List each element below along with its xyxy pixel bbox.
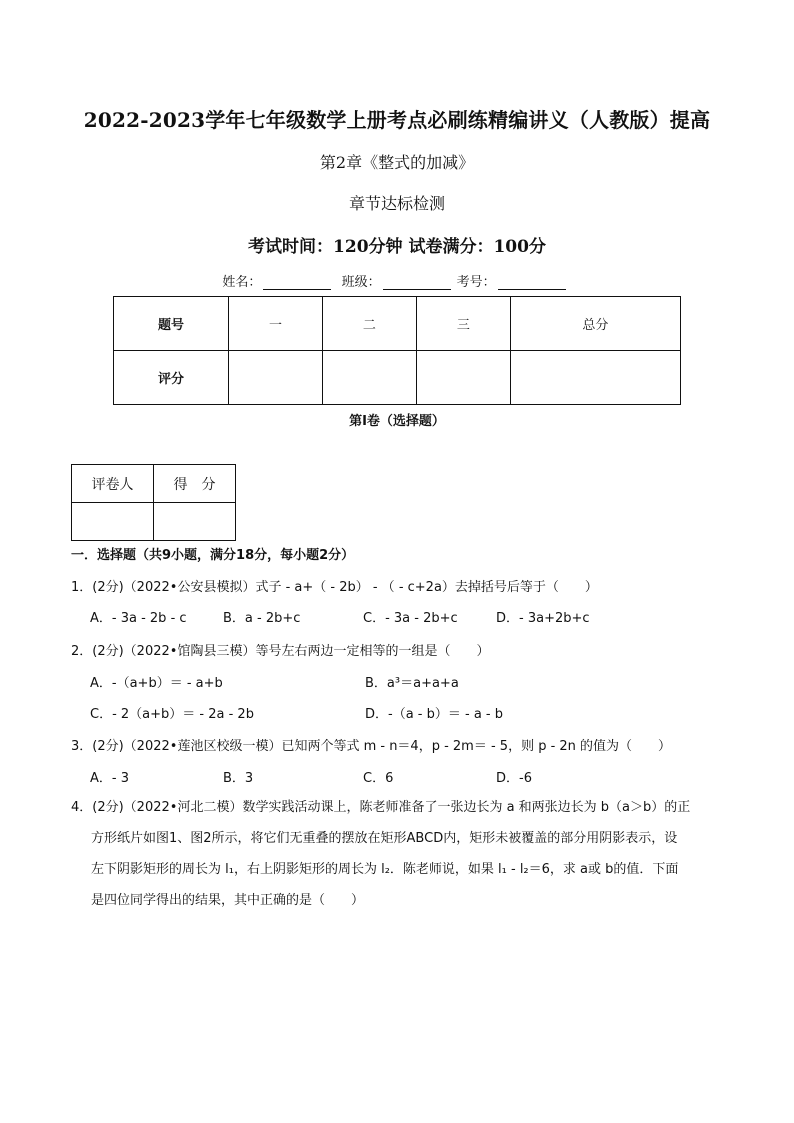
- score-cell: 三: [416, 297, 510, 351]
- class-label: 班级：: [341, 275, 381, 290]
- grader-label: 评卷人: [72, 465, 154, 503]
- grader-table: [71, 464, 236, 541]
- score-input-cell[interactable]: [322, 351, 416, 405]
- id-label: 考号：: [456, 275, 496, 290]
- question-2-option-a: A．-（a+b）＝ - a+b: [90, 676, 223, 691]
- question-3-option-d: D．-6: [496, 771, 532, 786]
- section-heading: 一．选择题（共9小题，满分18分，每小题2分）: [71, 548, 355, 563]
- score-table: [113, 296, 681, 405]
- question-3-option-c: C．6: [363, 771, 394, 786]
- document-subtitle: 章节达标检测: [348, 194, 445, 213]
- question-4-line-4: 是四位同学得出的结果，其中正确的是（ ）: [91, 893, 365, 908]
- question-1-option-d: D．- 3a+2b+c: [496, 611, 590, 626]
- question-3-stem: 3．(2分)（2022•莲池区校级一模）已知两个等式 m - n＝4，p - 2m＝ - 5，则 p - 2n 的值为（ ）: [71, 739, 672, 754]
- score-cell: 一: [229, 297, 323, 351]
- question-2-stem: 2．(2分)（2022•馆陶县三模）等号左右两边一定相等的一组是（ ）: [71, 644, 490, 659]
- score-row-label: 评分: [114, 351, 229, 405]
- class-field[interactable]: [383, 275, 451, 290]
- score-input-cell[interactable]: [510, 351, 680, 405]
- exam-info: 考试时间：120分钟 试卷满分：100分: [248, 237, 546, 257]
- name-field[interactable]: [263, 275, 331, 290]
- grader-input-cell[interactable]: [72, 503, 154, 541]
- question-1-stem: 1．(2分)（2022•公安县模拟）式子 - a+（ - 2b） - （ - c+2a）去掉括号后等于（ ）: [71, 580, 598, 595]
- question-2-option-d: D．-（a - b）＝ - a - b: [365, 707, 504, 722]
- document-title: 2022-2023学年七年级数学上册考点必刷练精编讲义（人教版）提高: [83, 108, 711, 132]
- id-field[interactable]: [498, 275, 566, 290]
- chapter-title: 第2章《整式的加减》: [319, 153, 475, 172]
- grader-score-label: 得 分: [154, 465, 236, 503]
- question-1-option-a: A．- 3a - 2b - c: [90, 611, 187, 626]
- score-input-cell[interactable]: [229, 351, 323, 405]
- score-table-header-row: [114, 297, 681, 351]
- score-input-cell[interactable]: [416, 351, 510, 405]
- student-info-line: [0, 271, 794, 290]
- name-label: 姓名：: [222, 275, 262, 290]
- question-3-option-b: B．3: [223, 771, 254, 786]
- grader-score-input-cell[interactable]: [154, 503, 236, 541]
- question-4-line-1: 4．(2分)（2022•河北二模）数学实践活动课上，陈老师准备了一张边长为 a 和两张边长为 b（a＞b）的正: [71, 800, 691, 815]
- question-2-option-b: B．a³＝a+a+a: [365, 676, 459, 691]
- question-4-stem: [71, 792, 731, 916]
- question-4-line-3: 左下阴影矩形的周长为 l₁，右上阴影矩形的周长为 l₂．陈老师说，如果 l₁ - l₂＝6，求 a或 b的值．下面: [91, 862, 679, 877]
- question-1-option-c: C．- 3a - 2b+c: [363, 611, 458, 626]
- score-cell: 题号: [114, 297, 229, 351]
- score-cell: 总分: [510, 297, 680, 351]
- question-2-option-c: C．- 2（a+b）＝ - 2a - 2b: [90, 707, 254, 722]
- score-table-score-row: [114, 351, 681, 405]
- question-3-option-a: A．- 3: [90, 771, 129, 786]
- question-4-line-2: 方形纸片如图1、图2所示，将它们无重叠的摆放在矩形ABCD内，矩形未被覆盖的部分用阴影表示，设: [91, 831, 678, 846]
- question-1-option-b: B．a - 2b+c: [223, 611, 301, 626]
- score-cell: 二: [322, 297, 416, 351]
- volume-label: 第Ⅰ卷（选择题）: [349, 414, 445, 429]
